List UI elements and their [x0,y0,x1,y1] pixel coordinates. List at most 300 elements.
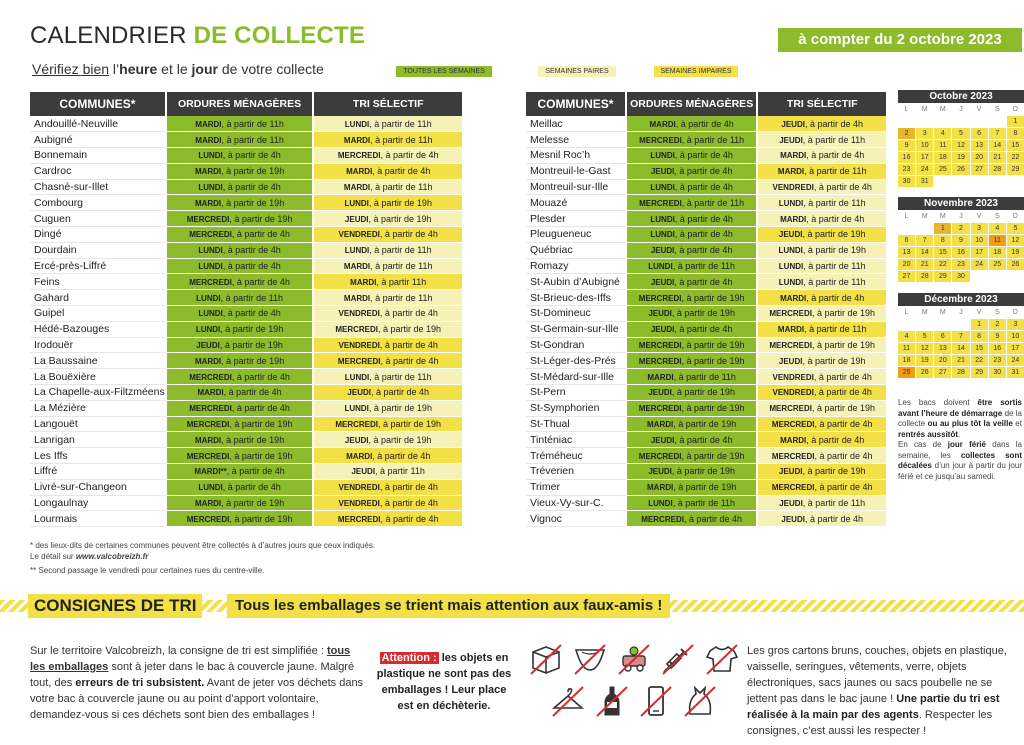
note-bold: être sortis avant l’heure de démarrage [898,398,1022,418]
calendar-day: 4 [989,223,1006,234]
collection-day: VENDREDI [772,372,814,382]
ordures-schedule [626,448,758,464]
table-row [526,163,887,179]
commune-name: St-Domineuc [526,306,626,322]
tri-schedule [757,132,887,148]
tri-schedule [313,148,463,164]
collection-day: MARDI [647,372,674,382]
weekday-label: V [976,106,982,113]
calendar-day: 15 [934,247,951,258]
commune-name: Feins [30,274,166,290]
calendar-grid [898,307,1024,378]
calendar-empty [916,116,933,127]
collection-day: MERCREDI [641,514,684,524]
tri-schedule [757,179,887,195]
collection-day: MERCREDI [638,356,682,366]
calendar-day: 16 [989,343,1006,354]
calendar-day: 18 [934,152,951,163]
collection-time: , à partir de 11h [802,498,866,509]
ordures-schedule [626,195,758,211]
calendar-day: 31 [916,176,933,187]
tri-schedule [757,211,887,227]
calendar-day: 17 [1007,343,1024,354]
collection-time: , à partir de 4h [231,276,290,287]
weekday-label: D [1012,213,1018,220]
collection-day: MARDI [647,420,674,430]
commune-name: Les Iffs [30,448,166,464]
collection-day: MERCREDI [638,404,682,414]
commune-name: Montreuil-sur-Ille [526,179,626,195]
ordures-schedule [626,464,758,480]
collection-day: JEUDI [196,341,220,351]
calendar-day: 18 [989,247,1006,258]
collection-day: JEUDI [781,119,805,129]
tri-schedule [313,211,463,227]
consignes-left-paragraph [30,643,364,723]
collection-time: , à partir de 4h [814,450,873,461]
ordures-schedule [166,479,314,495]
collection-day: MARDI [194,167,222,177]
collection-time: , à partir de 19h [368,403,432,414]
weekday-label: V [976,309,982,316]
collection-time: , à partir de 4h [813,387,872,398]
calendar-day: 24 [1007,355,1024,366]
table-row [30,227,463,243]
collection-time: , à partir de 4h [379,340,438,351]
commune-name: Gahard [30,290,166,306]
schedule-table-left [30,92,464,527]
calendar-day: 22 [971,355,988,366]
note-text: et [1012,419,1022,428]
weekday-label: J [959,309,963,316]
collection-day: MERCREDI [639,135,682,145]
tri-schedule [757,416,887,432]
calendar-title: Novembre 2023 [898,197,1024,210]
table-row [526,227,887,243]
collection-time: , à partir de 11h [672,261,736,272]
ordures-schedule [626,385,758,401]
calendar-day: 27 [971,164,988,175]
tri-schedule [757,353,887,369]
collection-day: LUNDI [198,246,223,256]
collection-time: , à partir de 19h [221,197,285,208]
collection-day: MERCREDI [189,404,232,414]
tri-schedule [757,148,887,164]
footnote-2-prefix: Le détail sur [30,552,76,561]
calendar-grid [898,104,1024,187]
calendar-day: 9 [898,140,915,151]
note-text: . [958,429,961,439]
page-subtitle [32,61,324,77]
collection-day: MARDI [195,135,222,145]
tri-schedule [313,274,463,290]
collection-day: MARDI [343,262,371,272]
ordures-schedule [166,511,314,527]
collection-day: JEUDI [351,467,376,477]
calendar-day: 21 [989,152,1006,163]
tri-schedule [313,227,463,243]
commune-name: St-Médard-sur-Ille [526,369,626,385]
calendar-day: 5 [952,128,969,139]
calendar-day: 14 [916,247,933,258]
tri-schedule [757,495,887,511]
collection-time: , à partir de 11h [803,197,866,208]
calendar-day: 22 [1007,152,1024,163]
calendar-day: 11 [898,343,915,354]
side-note [898,398,1022,482]
calendar-day: 29 [1007,164,1024,175]
table-row [30,258,463,274]
calendar-day: 17 [971,247,988,258]
collection-day: MARDI [346,451,373,461]
calendar-day: 13 [971,140,988,151]
tri-schedule [313,369,463,385]
ordures-schedule [166,179,314,195]
commune-name: Trimer [526,479,626,495]
collection-time: , à partir de 4h [231,403,290,414]
forbidden-items-icons [528,642,740,722]
tri-schedule [757,227,887,243]
collection-time: , à partir de 4h [379,229,438,240]
collection-day: MERCREDI [769,309,813,319]
ordures-schedule [166,306,314,322]
table-row [526,479,887,495]
tri-schedule [757,448,887,464]
calendar-day: 7 [916,235,933,246]
collection-time: , à partir de 4h [380,355,439,366]
calendar-day: 20 [934,355,951,366]
table-row [30,385,463,401]
collection-time: , à partir de 4h [674,229,733,240]
ordures-schedule [166,258,314,274]
calendar-day: 18 [898,355,915,366]
collection-time: , à partir de 11h [802,134,866,145]
collection-day: JEUDI [650,325,675,335]
weekday-label: S [994,213,1000,220]
commune-name: Meillac [526,116,626,132]
collection-time: , à partir de 19h [378,324,442,335]
table-row [526,464,887,480]
tri-schedule [313,511,463,527]
collection-day: LUNDI [650,183,675,193]
tri-schedule [313,385,463,401]
collection-day: VENDREDI [338,483,380,493]
weekday-label: D [1012,106,1018,113]
calendar-day: 19 [952,152,969,163]
table-row [526,290,887,306]
tri-schedule [757,195,887,211]
ordures-schedule [166,337,314,353]
collection-day: MARDI [649,119,676,129]
collection-time: , à partir de 19h [229,419,293,430]
collection-day: JEUDI [779,499,803,509]
collection-time: , à partir de 11h [220,292,283,303]
ordures-schedule [166,416,314,432]
calendar-day: 15 [1007,140,1024,151]
collection-time: , à partir de 4h [222,261,281,272]
collection-day: JEUDI [648,309,672,319]
table-row [30,432,463,448]
collection-time: , à partir de 19h [378,419,442,430]
subtitle-text: l’ [109,61,120,77]
collection-time: , à partir de 4h [379,482,438,493]
collection-day: MARDI [647,483,674,493]
commune-name: Plesder [526,211,626,227]
collection-time: , à partir de 4h [222,182,281,193]
page-title [30,22,365,50]
tri-schedule [313,353,463,369]
note-bold: rentrés aussitôt [898,429,959,439]
calendar-title: Octobre 2023 [898,90,1024,103]
calendar-day: 20 [971,152,988,163]
commune-name: Chasné-sur-Illet [30,179,166,195]
collection-day: LUNDI [648,262,673,272]
table-row [30,148,463,164]
tri-schedule [757,258,887,274]
collection-day: JEUDI [650,246,675,256]
ordures-schedule [166,290,314,306]
collection-time: , à partir de 11h [369,371,432,382]
calendar-day: 28 [989,164,1006,175]
para-text: Sur le territoire Valcobreizh, la consigne de tri est simplifiée : [30,645,327,657]
collection-time: , à partir de 4h [804,118,863,129]
calendar-day: 31 [1007,367,1024,378]
calendar-day: 30 [952,271,969,282]
ordures-schedule [626,495,758,511]
weekday-label: J [959,213,963,220]
collection-day: MARDI [194,499,222,509]
collection-time: , à partir de 4h [380,150,439,161]
ordures-schedule [166,321,314,337]
table-row [30,448,463,464]
ordures-schedule [626,148,758,164]
tri-schedule [313,400,463,416]
tri-schedule [757,116,887,132]
weekday-label: M [939,106,946,113]
calendar-empty [934,116,951,127]
commune-name: St-Pern [526,385,626,401]
legend-even-weeks: SEMAINES PAIRES [538,66,616,77]
collection-time: , à partir de 4h [683,513,742,524]
collection-day: MERCREDI [769,404,813,414]
commune-name: Vignoc [526,511,626,527]
collection-day: JEUDI [778,356,803,366]
collection-time: , à partir 11h [376,276,427,287]
calendar-day: 11 [934,140,951,151]
collection-day: JEUDI [344,214,369,224]
collection-time: , à partir de 19h [681,355,745,366]
calendar-day: 10 [971,235,988,246]
calendar-day: 23 [952,259,969,270]
collection-day: MARDI [780,214,807,224]
collection-time: , à partir de 11h [681,134,745,145]
tri-schedule [313,242,463,258]
note-bold: ou au plus tôt la veille [927,419,1013,428]
footnote-1: * des lieux-dits de certaines communes peuvent être collectés à d’autres jours que ceux indiqués. [30,541,376,550]
collection-time: , à partir de 19h [221,355,285,366]
note-bold: collectes sont décalées [898,450,1022,470]
calendar-day: 26 [1007,259,1024,270]
weekday-label: D [1012,309,1018,316]
title-part1: CALENDRIER [30,22,194,49]
calendar-empty [971,116,988,127]
tri-schedule [313,306,463,322]
weekday-label: L [904,309,909,316]
website-link[interactable]: www.valcobreizh.fr [75,552,149,561]
weekday-label: M [921,213,928,220]
note-text: d’un jour à partir du jour férié et ce jusqu’au samedi. [898,461,1022,481]
collection-time: , à partir de 19h [802,355,866,366]
table-row [526,416,887,432]
para-underlined: tous les emballages [30,645,351,673]
bag-icon [682,684,718,718]
table-row [526,495,887,511]
ordures-schedule [626,132,758,148]
ordures-schedule [166,432,314,448]
weekday-label: L [904,213,909,220]
ordures-schedule [626,290,758,306]
table-row [30,290,463,306]
calendar-grid [898,211,1024,282]
collection-time: , à partir de 4h [806,292,865,303]
collection-time: , à partir de 11h [369,245,432,256]
commune-name: Combourg [30,195,166,211]
start-date-badge: à compter du 2 octobre 2023 [778,28,1022,52]
collection-day: MARDI** [194,467,227,477]
tri-schedule [757,511,887,527]
calendar-day: 30 [898,176,915,187]
calendar-day: 6 [934,331,951,342]
ordures-schedule [626,211,758,227]
ordures-schedule [166,385,314,401]
calendar-empty [952,116,969,127]
calendar-day: 17 [916,152,933,163]
collection-time: , à partir de 19h [681,340,745,351]
title-part2: DE COLLECTE [193,22,366,49]
phone-icon [638,684,674,718]
ordures-schedule [166,163,314,179]
footnote-3: ** Second passage le vendredi pour certaines rues du centre-ville. [30,566,265,575]
note-text: de la collecte [898,408,1023,428]
table-row [30,479,463,495]
subtitle-underlined: Vérifiez bien [32,61,110,77]
collection-time: , à partir de 4h [674,245,733,256]
weekday-label: J [959,106,963,113]
tri-schedule [313,132,463,148]
collection-time: , à partir de 19h [219,340,283,351]
ordures-schedule [626,242,758,258]
collection-day: MERCREDI [186,514,230,524]
collection-time: , à partir de 19h [229,513,293,524]
para-text: Avant de jeter vos déchets dans votre bac à couvercle jaune ou au point d’apport volontaire, demandez-vous si ces déchets sont bien des emballages ! [30,677,364,721]
collection-time: , à partir de 4h [379,498,438,509]
collection-time: , à partir de 4h [675,118,734,129]
collection-time: , à partir de 4h [806,213,865,224]
ordures-schedule [626,179,758,195]
commune-name: St-Thual [526,416,626,432]
collection-day: JEUDI [650,277,675,287]
commune-name: Ercé-près-Liffré [30,258,166,274]
tri-schedule [757,337,887,353]
collection-time: , à partir de 4h [674,434,733,445]
ordures-schedule [626,432,758,448]
calendar-day: 7 [952,331,969,342]
tri-schedule [313,464,463,480]
calendar-day: 13 [934,343,951,354]
calendar-empty [916,223,933,234]
calendar-december [898,293,1024,378]
calendar-title: Décembre 2023 [898,293,1024,306]
collection-day: JEUDI [781,514,805,524]
toy-icon [616,642,652,676]
tri-schedule [313,479,463,495]
calendar-day: 25 [898,367,915,378]
consignes-attention [376,650,512,714]
calendar-day: 1 [1007,116,1024,127]
subtitle-text: et le [157,61,192,77]
ordures-schedule [166,353,314,369]
para-bold: Une partie du tri est réalisée à la main par des agents [747,693,1000,721]
table-row [30,369,463,385]
collection-day: LUNDI [650,214,675,224]
ordures-schedule [626,116,758,132]
collection-time: , à partir de 19h [681,450,745,461]
collection-time: , à partir de 11h [681,197,745,208]
ordures-schedule [626,416,758,432]
collection-day: MERCREDI [335,420,379,430]
tri-schedule [757,464,887,480]
commune-name: Mesnil Roc’h [526,148,626,164]
calendar-day: 4 [898,331,915,342]
ordures-schedule [166,400,314,416]
collection-time: , à partir de 11h [369,118,432,129]
collection-day: MARDI [194,198,222,208]
tri-schedule [757,479,887,495]
collection-day: MARDI [780,435,807,445]
table-row [30,400,463,416]
collection-time: , à partir de 19h [229,450,293,461]
collection-time: , à partir de 4h [231,371,290,382]
commune-name: Liffré [30,464,166,480]
collection-day: JEUDI [347,388,371,398]
ordures-schedule [626,227,758,243]
tshirt-icon [704,642,740,676]
collection-time: , à partir de 4h [674,213,733,224]
collection-time: , à partir de 4h [222,245,281,256]
calendar-day: 8 [1007,128,1024,139]
commune-name: St-Germain-sur-Ille [526,321,626,337]
collection-time: , à partir de 11h [803,261,866,272]
calendar-empty [916,319,933,330]
commune-name: Pleugueneuc [526,227,626,243]
para-bold: erreurs de tri subsistent. [75,677,205,689]
collection-day: MERCREDI [186,451,230,461]
collection-day: MARDI [343,135,371,145]
collection-time: , à partir de 4h [379,308,438,319]
para-text: Les gros cartons bruns, couches, objets en plastique, vaisselle, seringues, vêtements, verre, objets électroniques, sacs jaunes ou sacs poubelle ne se jettent pas dans le bac jaune ! [747,645,1007,705]
commune-name: Dourdain [30,242,166,258]
collection-day: MERCREDI [189,230,232,240]
subtitle-text: de votre collecte [218,61,324,77]
legend-all-weeks: TOUTES LES SEMAINES [396,66,492,77]
calendar-day: 12 [1007,235,1024,246]
table-row [526,385,887,401]
calendar-october [898,90,1024,187]
calendar-day: 13 [898,247,915,258]
calendar-day: 14 [989,140,1006,151]
tri-schedule [313,416,463,432]
tri-schedule [757,432,887,448]
